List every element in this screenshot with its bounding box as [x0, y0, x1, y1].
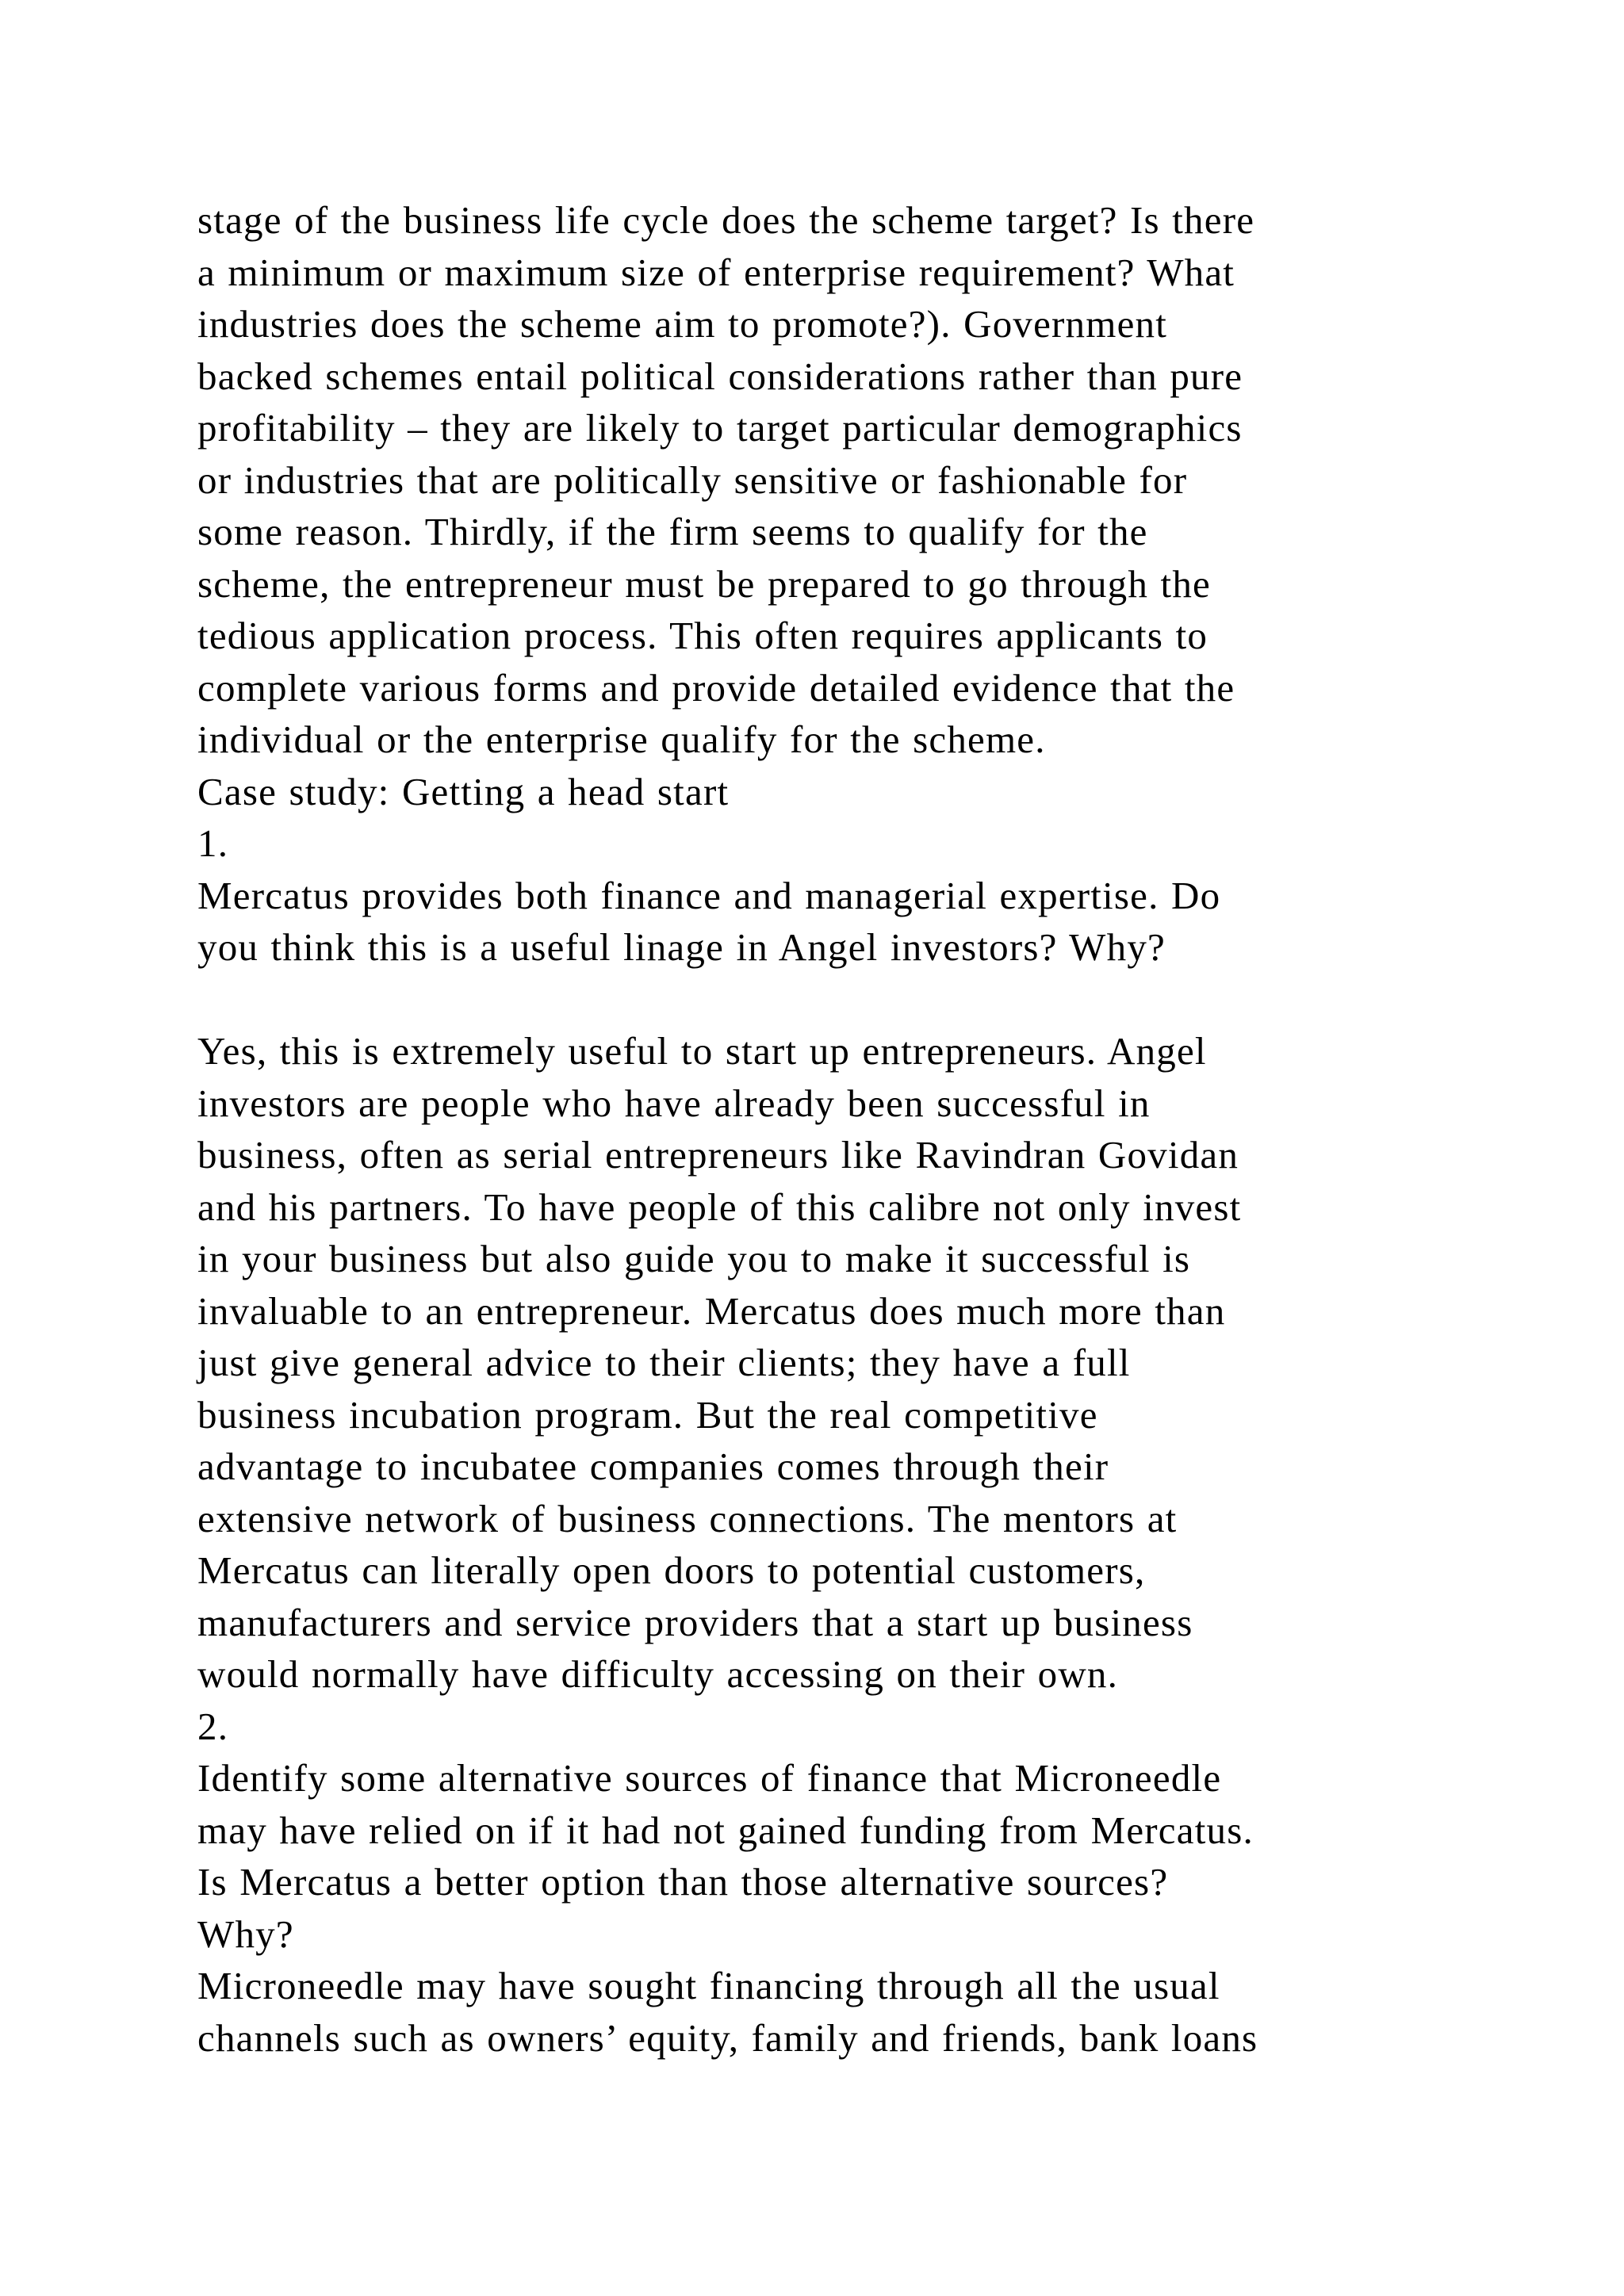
- text-line: or industries that are politically sensitive or fashionable for: [197, 457, 1188, 502]
- answer-text: extensive network of business connections. The mentors at: [197, 1496, 1178, 1540]
- answer-text: manufacturers and service providers that a start up business: [197, 1600, 1193, 1644]
- text-line: stage of the business life cycle does the scheme target? Is there: [197, 198, 1255, 242]
- answer-text: channels such as owners’ equity, family and friends, bank loans: [197, 2015, 1258, 2060]
- text-line: industries does the scheme aim to promote?). Government: [197, 302, 1168, 346]
- answer-text: in your business but also guide you to make it successful is: [197, 1237, 1191, 1280]
- document-body: [197, 194, 1434, 2064]
- question-text: may have relied on if it had not gained funding from Mercatus.: [197, 1808, 1254, 1852]
- answer-text: Yes, this is extremely useful to start up entrepreneurs. Angel: [197, 1029, 1207, 1073]
- question-text: you think this is a useful linage in Angel investors? Why?: [197, 925, 1166, 969]
- answer-text: Microneedle may have sought financing through all the usual: [197, 1964, 1220, 2007]
- question-text: Why?: [197, 1911, 294, 1956]
- text-line: complete various forms and provide detailed evidence that the: [197, 665, 1235, 710]
- text-line: a minimum or maximum size of enterprise requirement? What: [197, 250, 1235, 294]
- text-line: backed schemes entail political considerations rather than pure: [197, 354, 1243, 398]
- text-line: some reason. Thirdly, if the firm seems to qualify for the: [197, 510, 1148, 553]
- question-number: 2.: [197, 1704, 229, 1748]
- text-line: tedious application process. This often requires applicants to: [197, 614, 1208, 657]
- answer-text: and his partners. To have people of this calibre not only invest: [197, 1184, 1242, 1229]
- answer-text: would normally have difficulty accessing on their own.: [197, 1652, 1119, 1696]
- answer-text: advantage to incubatee companies comes through their: [197, 1445, 1109, 1488]
- answer-text: business incubation program. But the real competitive: [197, 1392, 1098, 1437]
- question-text: Identify some alternative sources of finance that Microneedle: [197, 1756, 1222, 1800]
- answer-text: investors are people who have already been successful in: [197, 1081, 1151, 1125]
- blank-line: [197, 974, 1434, 1026]
- answer-text: business, often as serial entrepreneurs like Ravindran Govidan: [197, 1133, 1239, 1177]
- answer-text: Mercatus can literally open doors to potential customers,: [197, 1548, 1146, 1592]
- answer-text: just give general advice to their clients; they have a full: [197, 1341, 1131, 1384]
- case-study-heading: Case study: Getting a head start: [197, 769, 730, 813]
- text-line: individual or the enterprise qualify for the scheme.: [197, 718, 1046, 761]
- question-text: Mercatus provides both finance and managerial expertise. Do: [197, 873, 1221, 917]
- question-number: 1.: [197, 821, 229, 865]
- answer-text: invaluable to an entrepreneur. Mercatus does much more than: [197, 1288, 1226, 1333]
- text-line: scheme, the entrepreneur must be prepared to go through the: [197, 561, 1211, 606]
- question-text: Is Mercatus a better option than those alternative sources?: [197, 1860, 1169, 1904]
- text-line: profitability – they are likely to target particular demographics: [197, 406, 1243, 450]
